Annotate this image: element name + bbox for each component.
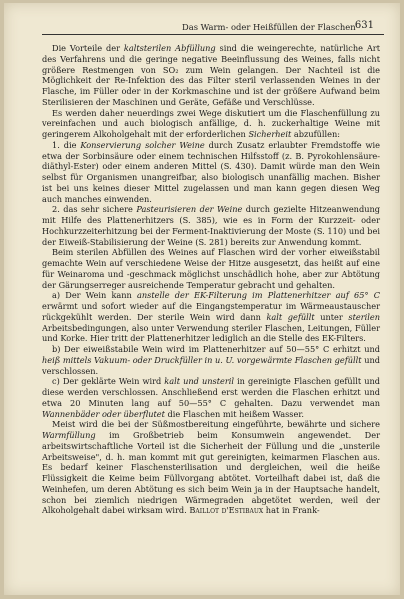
text-run: Arbeitsbedingungen, also unter Verwendung steriler Flaschen, Leitungen, Füller und Korke. Hier tritt der Plattenerhitzer lediglich an die Stelle des EK-Filters. [42,322,380,344]
emphasis-text: kalt gefüllt [266,311,315,322]
text-run: erwärmt und sofort wieder auf die Eingangstemperatur im Wärmeaustauscher rückgekühlt werden. Der sterile Wein wird dann [42,301,380,322]
text-run: 2. das sehr sichere [52,204,137,215]
text-run: hat in Frank- [263,505,320,516]
running-title: Das Warm- oder Heißfüllen der Flaschen [182,22,356,32]
book-page [4,3,400,595]
text-run: 1. die [52,139,81,150]
text-run: a) Der Wein kann [52,290,138,301]
emphasis-text: kalt und unsteril [164,376,234,387]
text-run: in gereinigte Flaschen gefüllt und diese werden verschlossen. Anschließend erst werden die Flaschen erhitzt und etwa 20 Minuten lang auf 50—55° C gehalten. Dazu verwendet man [42,376,381,408]
emphasis-text: heiß mittels Vakuum- oder Druckfüller in u. U. vorgewärmte Flaschen gefüllt [42,354,362,365]
text-run: durch gezielte Hitzeanwendung mit Hilfe des Plattenerhitzers (S. 385), wie es in Form der Kurzzeit- oder Hochkurzzeiterhitzung bei der Ferment-Inaktivierung der Moste (S. 110) und bei der Eiweiß-Stabilisierung der Weine (S. 281) bereits zur Anwendung kommt. [42,204,380,247]
paragraph [42,204,380,247]
text-run: c) Der geklärte Wein wird [52,376,165,387]
text-run: sind die weingerechte, natürliche Art des Verfahrens und die geringe negative Beeinflussung des Weines, falls nicht größere Restmengen von SO₂ zum Wein gelangen. Der Nachteil ist die Möglichkeit der Re-Infektion des das Filter steril verlassenden Weines in der Flasche, im Füller oder in der Korkmaschine und ist der größere Aufwand beim Sterilisieren der Maschinen und Geräte, Gefäße und Verschlüsse. [42,43,381,107]
text-run: im Großbetrieb beim Konsumwein angewendet. Der arbeitswirtschaftliche Vorteil ist die Sicherheit der Füllung und die „unsterile Arbeitsweise", d. h. man kommt mit gut gereinigten, keimarmen Flaschen aus. Es bedarf keiner Flaschensterilisation und dergleichen, weil die heiße Flüssigkeit die Keime beim Füllvorgang abtötet. Vorteilhaft dabei ist, daß die Weinhefen, um deren Abtötung es sich beim Wein ja in der Hauptsache handelt, schon bei ziemlich niedrigen Wärmegraden abgetötet werden, weil der Alkoholgehalt dabei wirksam wird. [42,430,380,516]
emphasis-text: Konservierung solcher Weine [80,139,205,150]
emphasis-text: Wannenbäder oder überflutet [42,408,165,419]
header-rule [42,34,384,35]
paragraph [42,290,380,344]
page-number: 631 [354,20,374,31]
text-run: durch Zusatz erlaubter Fremdstoffe wie etwa der Sorbinsäure oder einem technischen Hilfsstoff (z. B. Pyrokohlensäure-diäthyl-Ester) oder einem anderen Mittel (S. 430). Damit würde man den Wein selbst für Organismen unangreifbar, also biologisch unanfällig machen. Bisher ist bei uns keines dieser Mittel zugelassen und man kann gegen diesen Weg auch manches einwenden. [42,139,380,204]
emphasis-text: anstelle der EK-Filterung im Plattenerhitzer auf 65° C [137,290,380,301]
emphasis-text: Warmfüllung [42,430,96,440]
text-run: Meist wird die bei der Süßmostbereitung eingeführte, bewährte und sichere [52,419,380,430]
emphasis-text: kaltsterilen Abfüllung [123,43,216,53]
text-run: Beim sterilen Abfüllen des Weines auf Flaschen wird der vorher eiweißstabil gemachte Wein auf verschiedene Weise der Hitze ausgesetzt, das heißt auf eine für Weinaroma und -geschmack möglichst unschädlich hohe, aber zur Abtötung der Gärungserreger ausreichende Temperatur gebracht und gehalten. [42,247,380,290]
paragraph [42,43,380,108]
text-run: die Flaschen mit heißem Wasser. [164,408,304,419]
author-name: Baillot d'Estibaux [189,505,264,516]
paragraph [42,419,380,516]
paragraph [42,376,380,419]
text-run: Es werden daher neuerdings zwei Wege diskutiert um die Flaschenfüllung zu vereinfachen und auch biologisch anfällige, d. h. zuckerhaltige Weine mit geringerem Alkoholgehalt mit der erforderlichen [42,107,380,139]
text-run: b) Der eiweißstabile Wein wird im Plattenerhitzer auf 50—55° C erhitzt und [52,344,380,354]
text-run: unter [314,311,349,322]
text-run: und verschlossen. [42,354,380,376]
running-header [42,19,384,35]
body-text [42,43,380,588]
text-run: Die Vorteile der [52,43,124,53]
paragraph [42,247,380,290]
text-run: abzufüllen: [291,129,341,139]
emphasis-text: Sicherheit [248,129,292,139]
emphasis-text: sterilen [348,311,380,322]
paragraph [42,108,380,140]
emphasis-text: Pasteurisieren der Weine [136,204,243,215]
paragraph [42,344,380,376]
paragraph [42,140,380,205]
